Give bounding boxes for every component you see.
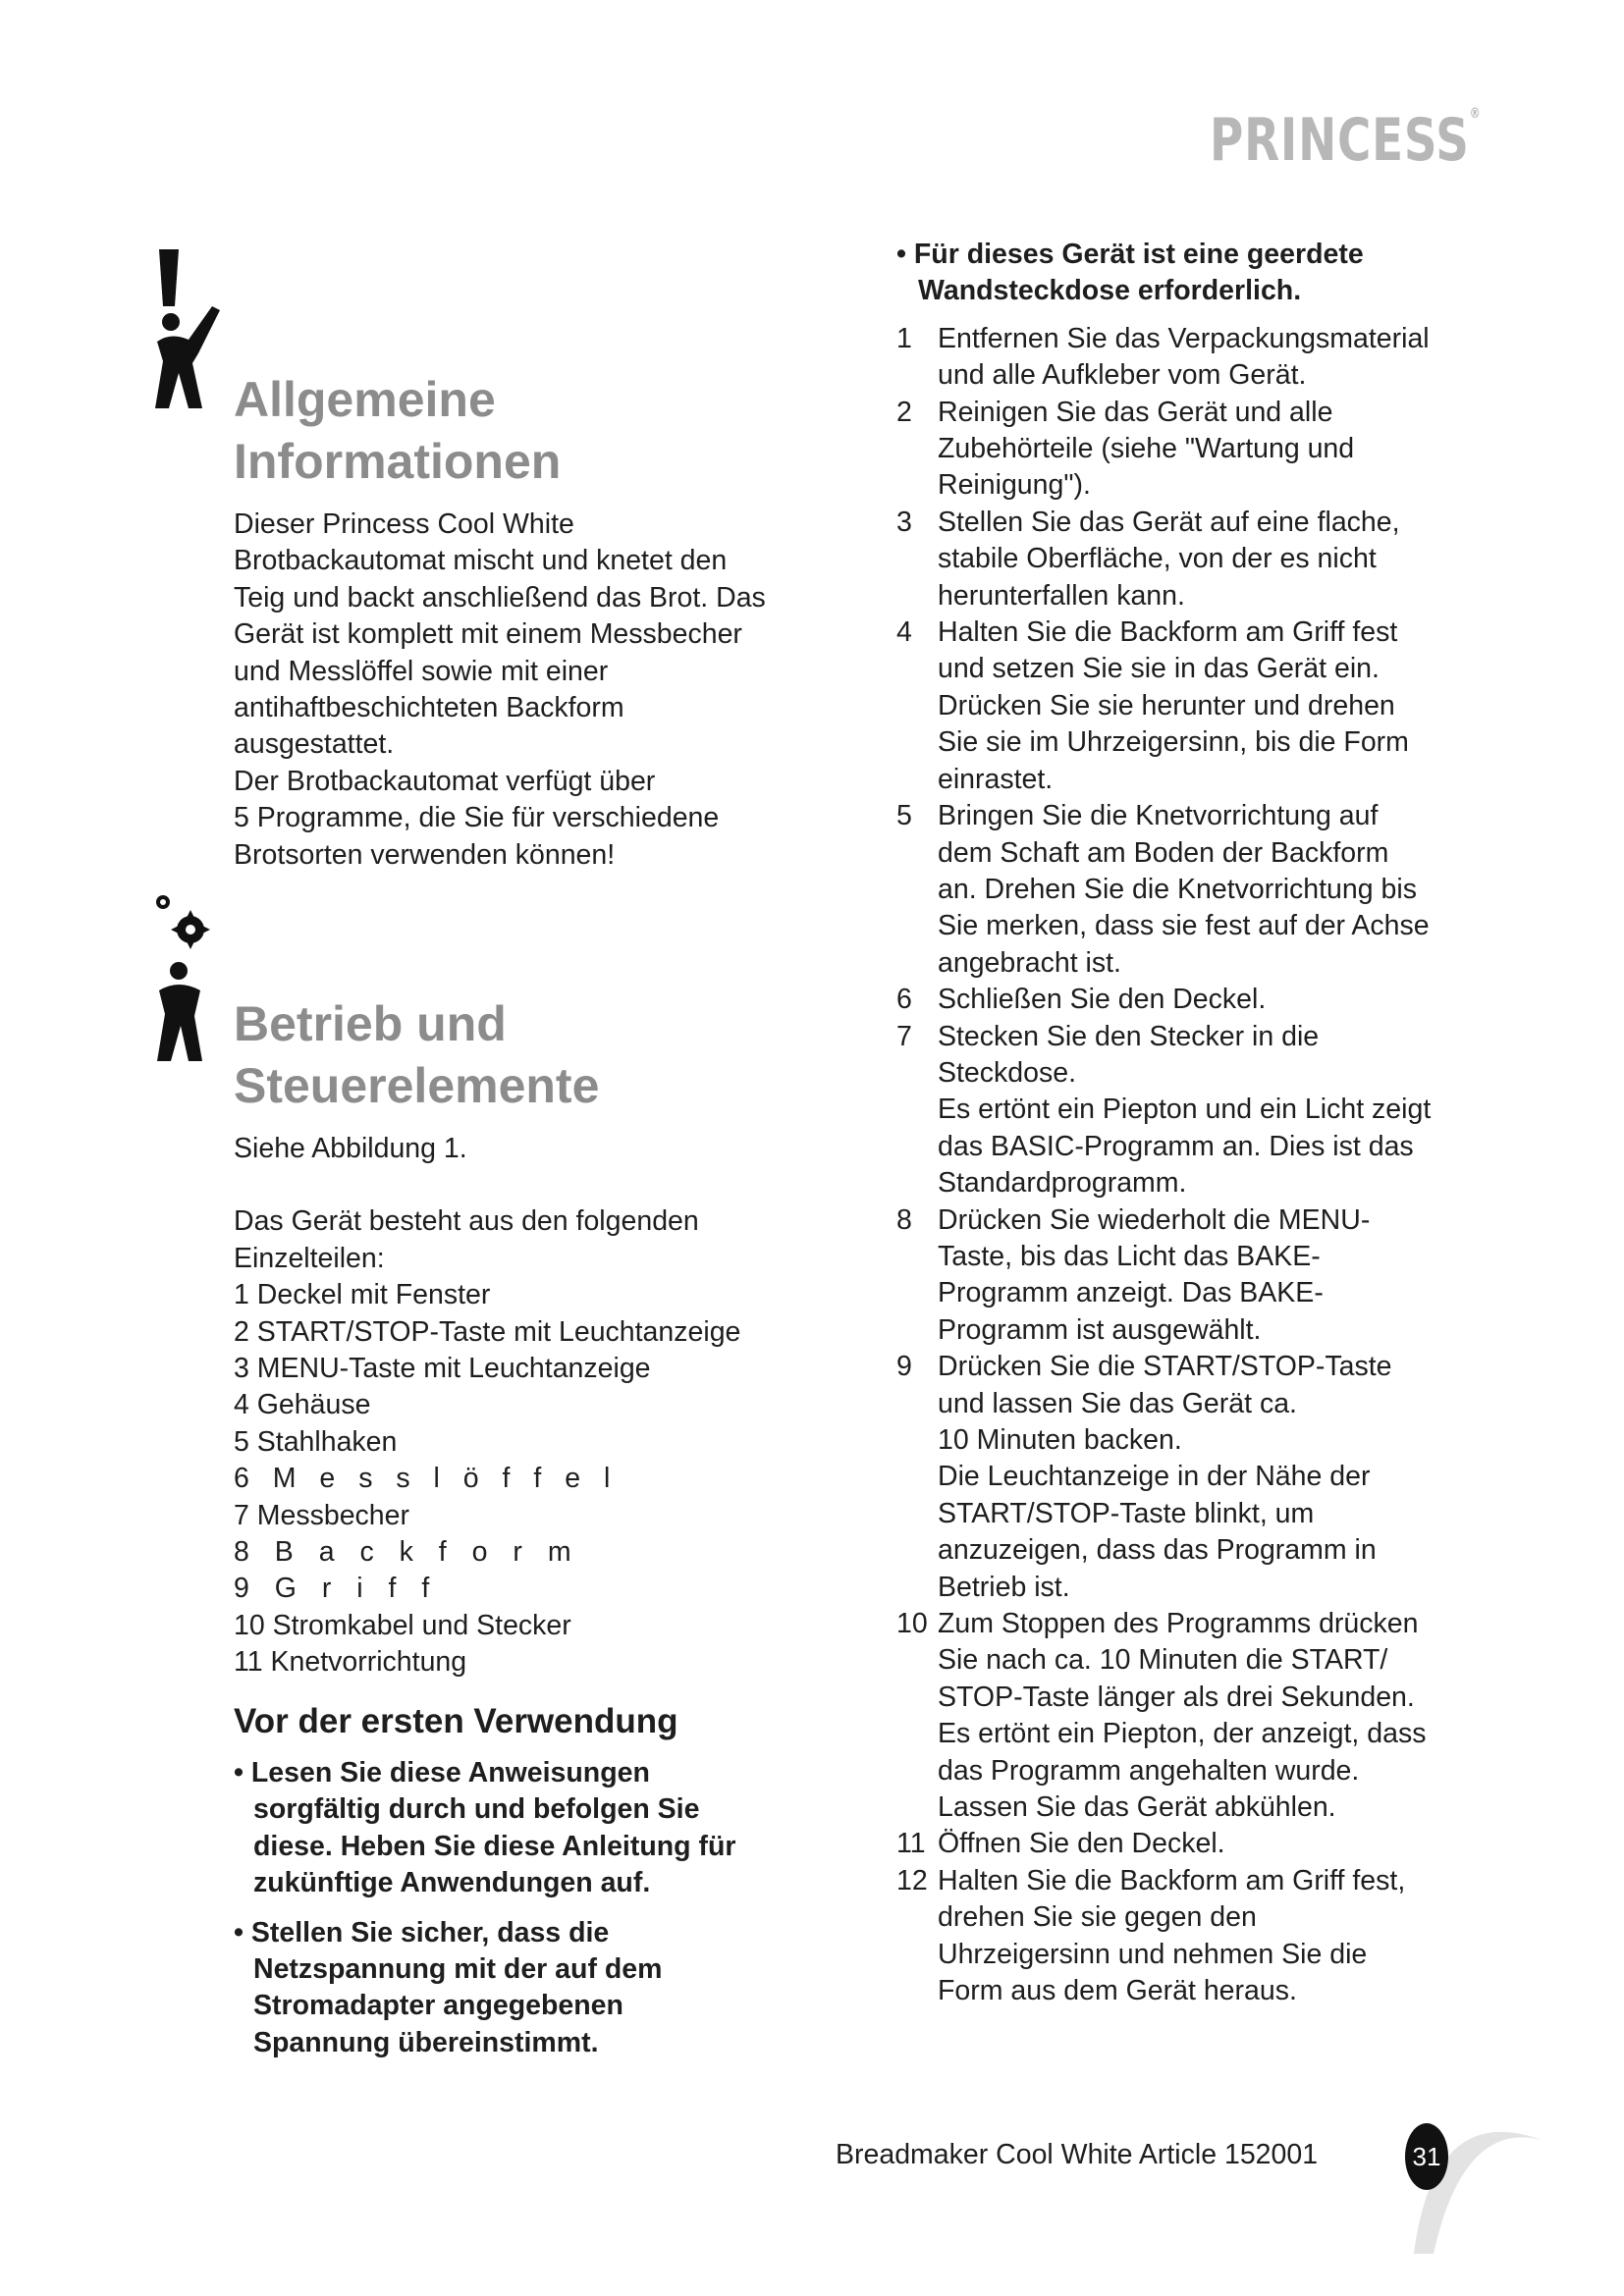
section-general-info bbox=[234, 369, 842, 874]
step-number: 10 bbox=[896, 1608, 928, 1640]
text-line: STOP-Taste länger als drei Sekunden. bbox=[938, 1681, 1415, 1713]
title-line: Informationen bbox=[234, 434, 562, 489]
text-line: • Für dieses Gerät ist eine geerdete bbox=[896, 239, 1364, 270]
text-line: Entfernen Sie das Verpackungsmaterial bbox=[938, 322, 1430, 354]
text-line: und lassen Sie das Gerät ca. bbox=[938, 1387, 1297, 1419]
text-line: START/STOP-Taste blinkt, um bbox=[938, 1497, 1315, 1529]
step-text bbox=[938, 982, 1466, 1018]
parts-list bbox=[234, 1277, 842, 1681]
text-line: Taste, bis das Licht das BAKE- bbox=[938, 1240, 1321, 1272]
text-line: drehen Sie sie gegen den bbox=[938, 1901, 1257, 1934]
text-line: Stecken Sie den Stecker in die bbox=[938, 1020, 1320, 1052]
brand-logo bbox=[1210, 106, 1481, 175]
text-line: • Stellen Sie sicher, dass die bbox=[234, 1916, 610, 1949]
list-item: 2 START/STOP-Taste mit Leuchtanzeige bbox=[234, 1315, 741, 1348]
text-line: und alle Aufkleber vom Gerät. bbox=[938, 359, 1307, 392]
step-item bbox=[896, 614, 1466, 798]
text-line: das Programm angehalten wurde. bbox=[938, 1754, 1360, 1787]
text-line: Form aus dem Gerät heraus. bbox=[938, 1975, 1297, 2007]
text-line: 10 Minuten backen. bbox=[938, 1424, 1182, 1456]
footer-text: Breadmaker Cool White Article 152001 bbox=[836, 2139, 1319, 2170]
text-line: angebracht ist. bbox=[938, 946, 1121, 979]
bullet-grounded-socket bbox=[896, 237, 1466, 310]
title-line: Allgemeine bbox=[234, 372, 496, 427]
text-line: Brotbackautomat mischt und knetet den bbox=[234, 545, 728, 577]
text-line: Gerät ist komplett mit einem Messbecher bbox=[234, 618, 742, 651]
list-item: 5 Stahlhaken bbox=[234, 1425, 398, 1458]
step-item bbox=[896, 395, 1466, 505]
text-line: an. Drehen Sie die Knetvorrichtung bis bbox=[938, 873, 1417, 905]
text-line: stabile Oberfläche, von der es nicht bbox=[938, 543, 1377, 575]
text-line: Brotsorten verwenden können! bbox=[234, 838, 616, 871]
step-item bbox=[896, 982, 1466, 1018]
text-line: Dieser Princess Cool White bbox=[234, 508, 574, 540]
text-line: dem Schaft am Boden der Backform bbox=[938, 836, 1389, 869]
text-line: Es ertönt ein Piepton, der anzeigt, dass bbox=[938, 1718, 1427, 1750]
text-line: Drücken Sie wiederholt die MENU- bbox=[938, 1203, 1371, 1236]
step-item bbox=[896, 1863, 1466, 2010]
page-corner-swoosh bbox=[1375, 2081, 1571, 2258]
text-line: Betrieb ist. bbox=[938, 1571, 1070, 1603]
step-number: 8 bbox=[896, 1203, 912, 1236]
step-item bbox=[896, 321, 1466, 395]
step-number: 5 bbox=[896, 800, 912, 832]
step-item bbox=[896, 1826, 1466, 1862]
text-line: Uhrzeigersinn und nehmen Sie die bbox=[938, 1938, 1368, 1970]
step-item bbox=[896, 1202, 1466, 1350]
section-title-operation-controls bbox=[234, 993, 842, 1117]
text-line: Programm ist ausgewählt. bbox=[938, 1313, 1262, 1346]
text-line: Der Brotbackautomat verfügt über bbox=[234, 765, 656, 797]
title-line: Betrieb und bbox=[234, 996, 507, 1051]
text-line: Schließen Sie den Deckel. bbox=[938, 984, 1267, 1016]
section-title-general-info bbox=[234, 369, 842, 493]
section-title-before-first-use: Vor der ersten Verwendung bbox=[234, 1702, 678, 1740]
title-line: Steuerelemente bbox=[234, 1058, 600, 1113]
step-text bbox=[938, 505, 1466, 614]
text-line: Programm anzeigt. Das BAKE- bbox=[938, 1277, 1324, 1309]
step-text bbox=[938, 1826, 1466, 1862]
text-line: Das Gerät besteht aus den folgenden bbox=[234, 1205, 699, 1238]
text-line: Lassen Sie das Gerät abkühlen. bbox=[938, 1791, 1336, 1824]
bullet-read-instructions bbox=[234, 1755, 823, 1902]
text-line: Bringen Sie die Knetvorrichtung auf bbox=[938, 800, 1379, 832]
text-line: das BASIC-Programm an. Dies ist das bbox=[938, 1130, 1414, 1162]
text-line: zukünftige Anwendungen auf. bbox=[253, 1867, 651, 1899]
text-line: Halten Sie die Backform am Griff fest bbox=[938, 616, 1398, 649]
text-line: Zubehörteile (siehe "Wartung und bbox=[938, 433, 1355, 465]
text-line: Standardprogramm. bbox=[938, 1167, 1187, 1200]
text-line: Es ertönt ein Piepton und ein Licht zeigt bbox=[938, 1094, 1432, 1126]
step-number: 2 bbox=[896, 396, 912, 428]
gear-figure-icon bbox=[149, 888, 228, 1065]
step-item bbox=[896, 1019, 1466, 1202]
right-column bbox=[896, 237, 1466, 2010]
step-item bbox=[896, 1606, 1466, 1826]
text-line: und Messlöffel sowie mit einer bbox=[234, 655, 609, 687]
text-line: Reinigung"). bbox=[938, 469, 1091, 502]
text-line: anzuzeigen, dass das Programm in bbox=[938, 1534, 1377, 1567]
text-line: antihaftbeschichteten Backform bbox=[234, 692, 624, 724]
text-line: Öffnen Sie den Deckel. bbox=[938, 1828, 1225, 1860]
text-line: Einzelteilen: bbox=[234, 1242, 385, 1274]
text-line: Spannung übereinstimmt. bbox=[253, 2026, 599, 2058]
text-line: Reinigen Sie das Gerät und alle bbox=[938, 396, 1333, 428]
text-line: Sie merken, dass sie fest auf der Achse bbox=[938, 910, 1430, 942]
step-item bbox=[896, 1349, 1466, 1606]
step-text bbox=[938, 1606, 1466, 1826]
text-line: Zum Stoppen des Programms drücken bbox=[938, 1608, 1419, 1640]
step-number: 3 bbox=[896, 506, 912, 538]
step-text bbox=[938, 1863, 1466, 2010]
text-line: Die Leuchtanzeige in der Nähe der bbox=[938, 1461, 1371, 1493]
list-item: 4 Gehäuse bbox=[234, 1389, 371, 1421]
step-number: 1 bbox=[896, 322, 912, 354]
text-line: Sie nach ca. 10 Minuten die START/ bbox=[938, 1644, 1388, 1677]
list-item: 11 Knetvorrichtung bbox=[234, 1646, 467, 1679]
text-line: herunterfallen kann. bbox=[938, 579, 1185, 612]
step-number: 7 bbox=[896, 1020, 912, 1052]
parts-intro bbox=[234, 1203, 842, 1277]
section-operation-controls bbox=[234, 993, 842, 1682]
text-line: 5 Programme, die Sie für verschiedene bbox=[234, 802, 720, 834]
warning-figure-icon bbox=[149, 245, 228, 412]
step-item bbox=[896, 505, 1466, 614]
text-line: Sie sie im Uhrzeigersinn, bis die Form bbox=[938, 726, 1409, 759]
setup-steps-list bbox=[896, 321, 1466, 2010]
general-info-paragraph bbox=[234, 507, 842, 874]
text-line: ausgestattet. bbox=[234, 728, 395, 761]
list-item: 1 Deckel mit Fenster bbox=[234, 1279, 491, 1311]
step-text bbox=[938, 614, 1466, 798]
step-text bbox=[938, 321, 1466, 395]
bullet-check-voltage bbox=[234, 1915, 823, 2062]
list-item: 6 M e s s l ö f f e l bbox=[234, 1463, 611, 1495]
text-line: • Lesen Sie diese Anweisungen bbox=[234, 1757, 650, 1789]
text-line: Drücken Sie die START/STOP-Taste bbox=[938, 1351, 1392, 1383]
see-figure-text: Siehe Abbildung 1. bbox=[234, 1133, 467, 1164]
list-item: 7 Messbecher bbox=[234, 1499, 410, 1531]
text-line: Teig und backt anschließend das Brot. Das bbox=[234, 581, 766, 614]
text-line: Stellen Sie das Gerät auf eine flache, bbox=[938, 506, 1400, 538]
text-line: Stromadapter angegebenen bbox=[253, 1990, 623, 2022]
page-number-badge bbox=[1405, 2123, 1448, 2190]
step-number: 11 bbox=[896, 1828, 926, 1860]
brand-reg: ® bbox=[1469, 106, 1482, 122]
text-line: Drücken Sie sie herunter und drehen bbox=[938, 689, 1395, 721]
text-line: und setzen Sie sie in das Gerät ein. bbox=[938, 653, 1380, 685]
step-number: 4 bbox=[896, 616, 912, 649]
text-line: Halten Sie die Backform am Griff fest, bbox=[938, 1864, 1406, 1896]
section-before-first-use bbox=[234, 1702, 823, 2061]
brand-name: PRINCESS bbox=[1210, 106, 1470, 175]
text-line: sorgfältig durch und befolgen Sie bbox=[253, 1793, 700, 1826]
text-line: diese. Heben Sie diese Anleitung für bbox=[253, 1830, 736, 1862]
text-line: Wandsteckdose erforderlich. bbox=[918, 275, 1302, 307]
list-item: 3 MENU-Taste mit Leuchtanzeige bbox=[234, 1353, 651, 1385]
list-item: 8 B a c k f o r m bbox=[234, 1536, 571, 1569]
step-text bbox=[938, 798, 1466, 982]
step-text bbox=[938, 1202, 1466, 1350]
step-text bbox=[938, 1019, 1466, 1202]
step-number: 6 bbox=[896, 984, 912, 1016]
step-text bbox=[938, 1349, 1466, 1606]
step-item bbox=[896, 798, 1466, 982]
step-number: 9 bbox=[896, 1351, 912, 1383]
text-line: Steckdose. bbox=[938, 1056, 1076, 1089]
list-item: 9 G r i f f bbox=[234, 1573, 430, 1605]
step-text bbox=[938, 395, 1466, 505]
text-line: Netzspannung mit der auf dem bbox=[253, 1953, 663, 1986]
step-number: 12 bbox=[896, 1864, 928, 1896]
page-number: 31 bbox=[1412, 2141, 1441, 2171]
text-line: einrastet. bbox=[938, 763, 1054, 795]
list-item: 10 Stromkabel und Stecker bbox=[234, 1609, 571, 1641]
